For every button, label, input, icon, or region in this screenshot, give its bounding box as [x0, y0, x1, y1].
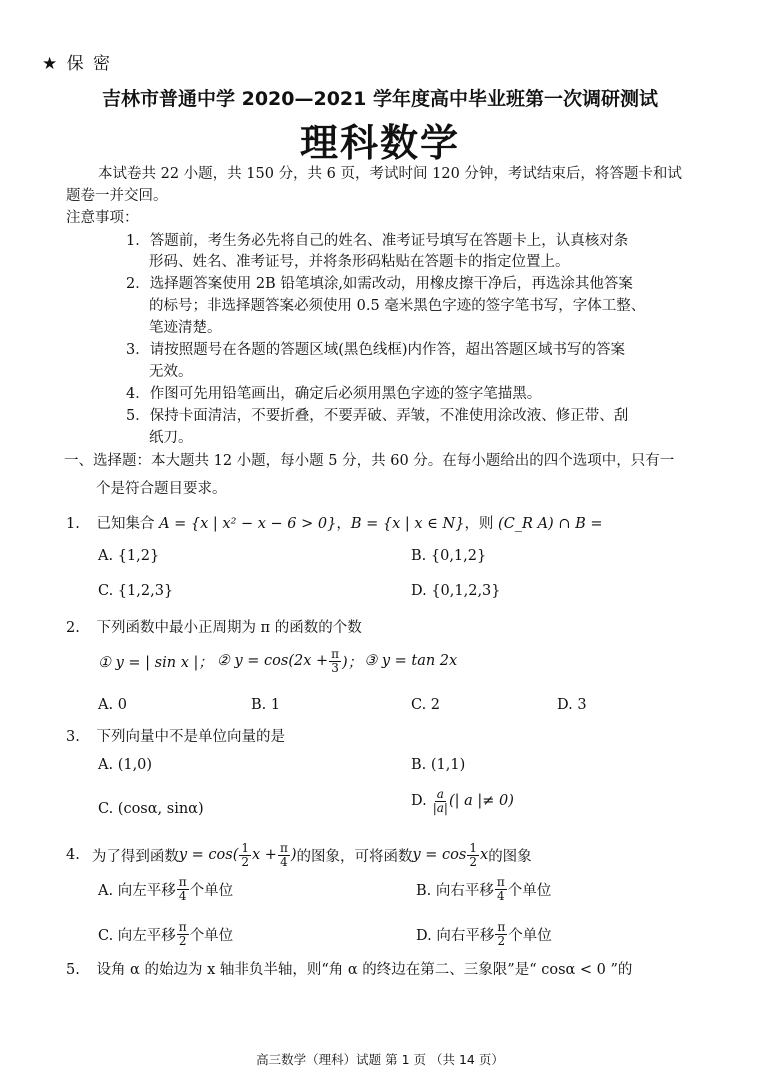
denominator: 2	[469, 854, 477, 869]
denominator: 2	[497, 933, 506, 948]
fraction	[329, 648, 341, 674]
option-unit: 个单位	[189, 927, 234, 944]
numerator: π	[497, 920, 506, 934]
notice-line: 2．选择题答案使用 2B 铅笔填涂,如需改动，用橡皮擦干净后，再选涂其他答案	[126, 276, 633, 292]
question-text: 的图象	[488, 848, 532, 865]
fraction	[239, 842, 251, 868]
question-text: ，则	[464, 516, 499, 532]
condition: (| a |≠ 0)	[448, 793, 514, 810]
numerator: π	[331, 647, 340, 661]
option-d	[416, 921, 552, 947]
denominator: |a|	[432, 800, 448, 815]
question-number: 5.	[66, 962, 80, 978]
confidential-label: ★ 保 密	[42, 54, 113, 74]
option-d: D. 3	[557, 697, 587, 713]
option-unit: 个单位	[508, 927, 552, 944]
option-b: B. {0,1,2}	[411, 548, 487, 564]
option-a	[98, 876, 233, 902]
option-unit: 个单位	[507, 882, 552, 899]
option-b: B. 1	[251, 697, 281, 713]
notice-label: 注意事项：	[66, 210, 139, 226]
function-expression: y = cos	[412, 847, 467, 864]
set-b: B = {x | x ∈ N}	[350, 516, 465, 532]
question-4	[66, 842, 532, 868]
option-c: C. 2	[411, 697, 441, 713]
question-text: 设角 α 的始边为 x 轴非负半轴，则“角 α 的终边在第二、三象限”是“ cosα < 0 ”的	[96, 962, 633, 978]
option-d: D. {0,1,2,3}	[411, 583, 501, 599]
exam-header: 吉林市普通中学 2020—2021 学年度高中毕业班第一次调研测试	[102, 88, 658, 110]
fraction	[177, 876, 189, 902]
fraction	[495, 876, 507, 902]
option-unit: 个单位	[189, 882, 234, 899]
intro-line-1: 本试卷共 22 小题，共 150 分，共 6 页，考试时间 120 分钟，考试结束后，将答题卡和试	[98, 166, 682, 182]
denominator: 3	[331, 660, 339, 675]
numerator: π	[279, 841, 288, 855]
denominator: 4	[497, 888, 505, 903]
option-text: D. 向右平移	[416, 927, 495, 944]
intro-line-2: 题卷一并交回。	[66, 188, 168, 204]
denominator: 2	[241, 854, 249, 869]
notice-line: 纸刀。	[149, 430, 193, 446]
denominator: 4	[280, 854, 288, 869]
option-c: C. {1,2,3}	[98, 583, 174, 599]
numerator: 1	[241, 841, 249, 855]
section-heading: 一、选择题：本大题共 12 小题，每小题 5 分，共 60 分。在每小题给出的四个选项中，只有一	[64, 453, 675, 469]
numerator: π	[178, 920, 187, 934]
question-text: 已知集合	[96, 516, 160, 532]
notice-line: 的标号；非选择题答案必须使用 0.5 毫米黑色字迹的签字笔书写，字体工整、	[149, 298, 646, 314]
question-1	[66, 512, 603, 533]
question-text: 的图象，可将函数	[296, 848, 413, 865]
option-c: C. (cosα, sinα)	[98, 801, 204, 817]
question-number: 3.	[66, 729, 80, 745]
set-a: A = {x | x² − x − 6 > 0}	[159, 516, 337, 532]
denominator: 4	[178, 888, 187, 903]
function-3: ③ y = tan 2x	[364, 653, 458, 670]
numerator: π	[496, 875, 505, 889]
notice-line: 4．作图可先用铅笔画出，确定后必须用黑色字迹的签字笔描黑。	[126, 386, 542, 402]
function-1: ① y = | sin x |；	[98, 654, 213, 671]
function-2-end: )；	[342, 654, 363, 671]
option-a: A. {1,2}	[98, 548, 160, 564]
question-text: 为了得到函数	[91, 848, 179, 865]
option-b	[416, 876, 551, 902]
question-number: 4.	[66, 847, 80, 864]
function-list	[98, 648, 457, 674]
notice-line: 5．保持卡面清洁，不要折叠，不要弄破、弄皱，不准使用涂改液、修正带、刮	[126, 408, 629, 424]
fraction	[278, 842, 290, 868]
numerator: 1	[469, 841, 477, 855]
denominator: 2	[178, 933, 187, 948]
option-text: B. 向右平移	[416, 882, 494, 899]
question-number: 1.	[66, 516, 80, 532]
question-3	[66, 725, 285, 746]
fraction	[177, 921, 189, 947]
function-2: ② y = cos(2x +	[216, 653, 329, 670]
fraction	[433, 788, 448, 814]
question-number: 2.	[66, 620, 80, 636]
section-heading-cont: 个是符合题目要求。	[96, 481, 227, 497]
notice-line: 笔迹清楚。	[149, 320, 222, 336]
fraction	[495, 921, 507, 947]
function-expression: x	[480, 847, 489, 864]
question-5	[66, 958, 632, 979]
question-text: 下列函数中最小正周期为 π 的函数的个数	[96, 620, 362, 636]
notice-line: 3．请按照题号在各题的答题区域(黑色线框)内作答，超出答题区域书写的答案	[126, 342, 626, 358]
question-text: 下列向量中不是单位向量的是	[96, 729, 285, 745]
option-text: C. 向左平移	[98, 927, 176, 944]
option-b: B. (1,1)	[411, 757, 466, 773]
option-a: A. 0	[98, 697, 127, 713]
numerator: π	[178, 875, 187, 889]
option-d	[411, 788, 514, 814]
option-a: A. (1,0)	[98, 757, 153, 773]
fraction	[467, 842, 479, 868]
function-expression: )	[290, 847, 297, 864]
set-expression: (C_R A) ∩ B =	[498, 516, 603, 532]
page-footer: 高三数学（理科）试题 第 1 页 （共 14 页）	[256, 1052, 504, 1067]
option-text: A. 向左平移	[98, 882, 176, 899]
numerator: a	[436, 787, 444, 801]
page-title: 理科数学	[299, 120, 460, 165]
question-text: ，	[336, 516, 351, 532]
function-expression: x +	[252, 847, 277, 864]
notice-line: 无效。	[149, 364, 193, 380]
function-expression: y = cos(	[178, 847, 239, 864]
notice-line: 1．答题前，考生务必先将自己的姓名、准考证号填写在答题卡上，认真核对条	[126, 233, 629, 249]
notice-line: 形码、姓名、准考证号，并将条形码粘贴在答题卡的指定位置上。	[149, 254, 570, 270]
option-label: D.	[411, 793, 427, 810]
question-2	[66, 616, 362, 637]
option-c	[98, 921, 233, 947]
